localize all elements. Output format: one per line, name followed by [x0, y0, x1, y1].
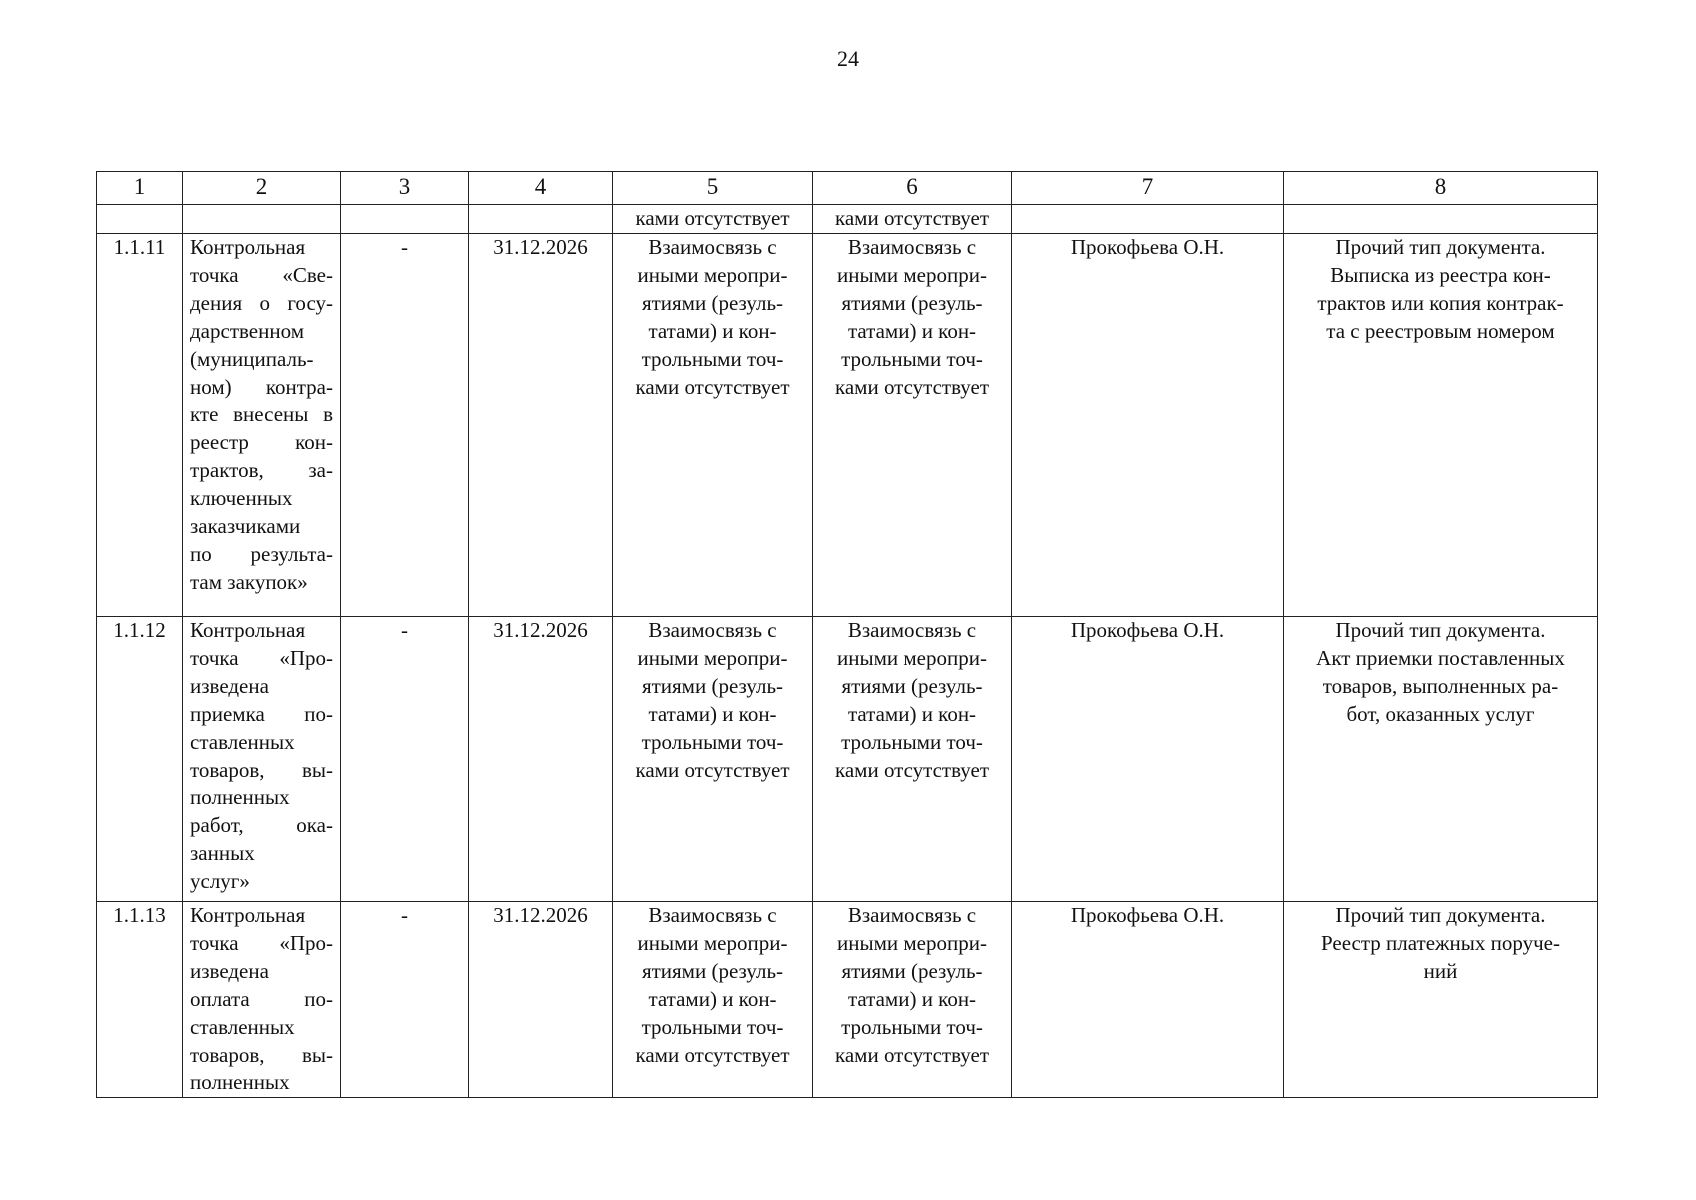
table-row — [97, 902, 1598, 1098]
responsible-person: Прокофьева О.Н. — [1012, 902, 1284, 1098]
relation-col6-line: трольными точ- — [841, 729, 983, 754]
relation-col6-line: иными меропри- — [837, 930, 987, 955]
control-point-name — [183, 902, 341, 1098]
control-point-name-line: кте внесены в — [190, 402, 333, 427]
document-type — [1284, 902, 1598, 1098]
control-point-name-line: изведена — [190, 958, 269, 983]
relation-col5 — [613, 234, 813, 617]
control-point-name — [183, 234, 341, 617]
relation-col5-line: Взаимосвязь с — [648, 235, 777, 259]
document-type-line: ний — [1423, 958, 1458, 983]
control-point-name-line: полненных — [190, 785, 290, 810]
document-type-line: товаров, выполненных ра- — [1322, 673, 1559, 698]
relation-col6 — [813, 234, 1012, 617]
relation-col6-line: ками отсутствует — [834, 374, 990, 399]
control-point-name-line: Контрольная — [190, 235, 306, 259]
relation-col6 — [813, 617, 1012, 902]
relation-col6-line: трольными точ- — [841, 1014, 983, 1039]
column-number: 3 — [341, 172, 469, 205]
document-type-line: Прочий тип документа. — [1335, 235, 1546, 259]
control-point-name-line: ключенных — [190, 486, 293, 511]
control-point-name-line: Контрольная — [190, 618, 306, 642]
column-number: 2 — [183, 172, 341, 205]
relation-col5-line: трольными точ- — [641, 1014, 784, 1039]
relation-col6 — [813, 902, 1012, 1098]
control-point-name-line: товаров, вы- — [190, 757, 333, 782]
control-point-name-line: ном) контра- — [190, 374, 333, 399]
document-type-line: та с реестровым номером — [1326, 318, 1555, 343]
column-number: 8 — [1284, 172, 1598, 205]
control-point-name-line: услуг» — [190, 869, 250, 894]
continuation-cell: ками отсутствует — [813, 205, 1012, 234]
column-3-value: - — [341, 617, 469, 902]
control-point-name-line: дения о госу- — [190, 290, 333, 315]
document-type — [1284, 617, 1598, 902]
relation-col6-line: иными меропри- — [837, 645, 987, 670]
relation-col5-line: ятиями (резуль- — [641, 673, 784, 698]
control-point-name-line: (муниципаль- — [190, 346, 314, 371]
control-point-name-line: товаров, вы- — [190, 1042, 333, 1067]
column-number: 4 — [469, 172, 613, 205]
control-point-name — [183, 617, 341, 902]
document-type-line: Прочий тип документа. — [1335, 618, 1546, 642]
responsible-person: Прокофьева О.Н. — [1012, 617, 1284, 902]
control-point-name-line: ставленных — [190, 1014, 295, 1039]
relation-col5-line: татами) и кон- — [648, 701, 777, 726]
control-point-name-line: точка «Све- — [190, 262, 333, 287]
control-point-name-line: оплата по- — [190, 986, 333, 1011]
relation-col6-line: трольными точ- — [841, 346, 983, 371]
relation-col5-line: татами) и кон- — [648, 318, 777, 343]
document-type-line: Выписка из реестра кон- — [1330, 262, 1551, 287]
deadline-date: 31.12.2026 — [469, 902, 613, 1098]
relation-col5-line: ками отсутствует — [635, 1042, 790, 1067]
continuation-cell: ками отсутствует — [613, 205, 813, 234]
control-point-name-line: дарственном — [190, 318, 304, 343]
relation-col6-line: ятиями (резуль- — [841, 958, 983, 983]
plan-table — [96, 171, 1598, 1098]
table-row — [97, 617, 1598, 902]
relation-col5-line: ками отсутствует — [635, 374, 790, 399]
relation-col5-line: ятиями (резуль- — [641, 958, 784, 983]
relation-col5 — [613, 617, 813, 902]
document-type-line: Реестр платежных поруче- — [1320, 930, 1560, 955]
document-type-line: Прочий тип документа. — [1335, 903, 1546, 927]
control-point-name-line: точка «Про- — [190, 645, 333, 670]
relation-col5-line: ятиями (резуль- — [641, 290, 784, 315]
control-point-name-line: по результа- — [190, 541, 333, 566]
relation-col5-line: иными меропри- — [637, 645, 788, 670]
relation-col5-line: ками отсутствует — [635, 757, 790, 782]
relation-col6-line: иными меропри- — [837, 262, 987, 287]
control-point-name-line: ставленных — [190, 729, 295, 754]
relation-col6-line: Взаимосвязь с — [847, 903, 977, 927]
control-point-name-line: точка «Про- — [190, 930, 333, 955]
relation-col6-line: татами) и кон- — [847, 986, 977, 1011]
table-row — [97, 234, 1598, 617]
row-number: 1.1.11 — [97, 234, 183, 617]
relation-col5-line: татами) и кон- — [648, 986, 777, 1011]
document-type-line: трактов или копия контрак- — [1317, 290, 1564, 315]
column-number: 7 — [1012, 172, 1284, 205]
relation-col5-line: Взаимосвязь с — [648, 903, 777, 927]
row-number: 1.1.13 — [97, 902, 183, 1098]
column-3-value: - — [341, 234, 469, 617]
relation-col6-line: татами) и кон- — [847, 701, 977, 726]
control-point-name-line: работ, ока- — [190, 813, 333, 838]
control-point-name-line: Контрольная — [190, 903, 306, 927]
document-type-line: Акт приемки поставленных — [1316, 645, 1565, 670]
continuation-row — [97, 205, 1598, 234]
deadline-date: 31.12.2026 — [469, 617, 613, 902]
control-point-name-line: трактов, за- — [190, 458, 333, 483]
column-number: 6 — [813, 172, 1012, 205]
column-number: 1 — [97, 172, 183, 205]
control-point-name-line: заказчиками — [190, 514, 301, 539]
row-number: 1.1.12 — [97, 617, 183, 902]
document-type-line: бот, оказанных услуг — [1346, 701, 1535, 726]
relation-col6-line: ками отсутствует — [834, 757, 990, 782]
document-type — [1284, 234, 1598, 617]
deadline-date: 31.12.2026 — [469, 234, 613, 617]
control-point-name-line: там закупок» — [190, 569, 308, 594]
control-point-name-line: занных — [190, 841, 255, 866]
control-point-name-line: изведена — [190, 673, 269, 698]
relation-col5-line: трольными точ- — [641, 729, 784, 754]
control-point-name-line: приемка по- — [190, 701, 333, 726]
responsible-person: Прокофьева О.Н. — [1012, 234, 1284, 617]
relation-col6-line: татами) и кон- — [847, 318, 977, 343]
relation-col5-line: Взаимосвязь с — [648, 618, 777, 642]
column-number-row — [97, 172, 1598, 205]
relation-col5-line: трольными точ- — [641, 346, 784, 371]
page-number: 24 — [837, 46, 859, 71]
relation-col5 — [613, 902, 813, 1098]
relation-col6-line: Взаимосвязь с — [847, 235, 977, 259]
relation-col6-line: ятиями (резуль- — [841, 673, 983, 698]
control-point-name-line: полненных — [190, 1070, 290, 1095]
relation-col6-line: ятиями (резуль- — [841, 290, 983, 315]
control-point-name-line: реестр кон- — [190, 430, 333, 455]
relation-col5-line: иными меропри- — [637, 930, 788, 955]
column-number: 5 — [613, 172, 813, 205]
relation-col6-line: ками отсутствует — [834, 1042, 990, 1067]
relation-col6-line: Взаимосвязь с — [847, 618, 977, 642]
column-3-value: - — [341, 902, 469, 1098]
relation-col5-line: иными меропри- — [637, 262, 788, 287]
